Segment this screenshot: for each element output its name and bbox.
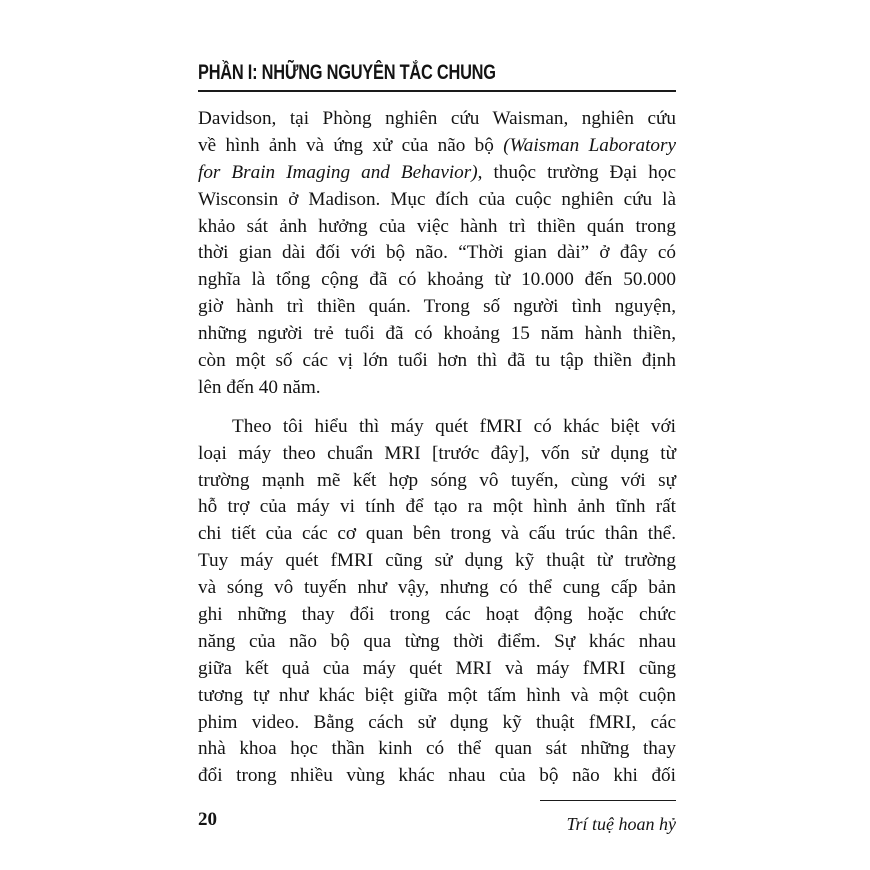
text-line: phim video. Bằng cách sử dụng kỹ thuật fMRI, các — [198, 711, 676, 733]
text-line: và sóng vô tuyến như vậy, nhưng có thể cung cấp bản — [198, 577, 676, 599]
footer-rule — [540, 800, 676, 801]
page-number: 20 — [198, 809, 217, 830]
text-line: giữa kết quả của máy quét MRI và máy fMRI cũng — [198, 657, 676, 679]
text-line: nhà khoa học thần kinh có thể quan sát những thay — [198, 738, 676, 760]
book-title: Trí tuệ hoan hỷ — [566, 814, 676, 834]
header-rule — [198, 90, 676, 92]
text-line: những người trẻ tuổi đã có khoảng 15 năm hành thiền, — [198, 323, 676, 345]
running-header — [198, 60, 676, 86]
text-line: lên đến 40 năm. — [198, 376, 321, 398]
text-line: ghi những thay đổi trong các hoạt động hoặc chức — [198, 604, 676, 626]
text-line: còn một số các vị lớn tuổi hơn thì đã tu tập thiền định — [198, 350, 676, 372]
text-line — [198, 160, 676, 187]
text-line: tương tự như khác biệt giữa một tấm hình và một cuộn — [198, 684, 676, 706]
text-line: Davidson, tại Phòng nghiên cứu Waisman, nghiên cứu — [198, 108, 676, 129]
text-line: Tuy máy quét fMRI cũng sử dụng kỹ thuật từ trường — [198, 550, 676, 572]
text-line: khảo sát ảnh hưởng của việc hành trì thiền quán trong — [198, 215, 676, 237]
text-line: nghĩa là tổng cộng đã có khoảng từ 10.000 đến 50.000 — [198, 269, 676, 291]
lab-name-italic: for Brain Imaging and Behavior) — [198, 161, 478, 183]
text-line: Wisconsin ở Madison. Mục đích của cuộc nghiên cứu là — [198, 188, 676, 210]
text-line: đổi trong nhiều vùng khác nhau của bộ não khi đối — [198, 765, 676, 787]
section-title: PHẦN I: NHỮNG NGUYÊN TẮC CHUNG — [198, 61, 496, 84]
text-run: , thuộc trường Đại học — [477, 161, 676, 183]
text-run: về hình ảnh và ứng xử của não bộ — [198, 134, 504, 156]
text-line: năng của não bộ qua từng thời điểm. Sự khác nhau — [198, 630, 676, 652]
text-line: giờ hành trì thiền quán. Trong số người tình nguyện, — [198, 296, 676, 318]
text-line: thời gian dài đối với bộ não. “Thời gian dài” ở đây có — [198, 242, 676, 264]
text-line: chi tiết của các cơ quan bên trong và cấu trúc thân thể. — [198, 523, 676, 545]
text-line: Theo tôi hiểu thì máy quét fMRI có khác biệt với — [232, 415, 676, 437]
text-line: hỗ trợ của máy vi tính để tạo ra một hình ảnh tĩnh rất — [198, 496, 676, 518]
text-line — [198, 133, 676, 160]
paragraph-2 — [198, 414, 676, 790]
paragraph-gap — [198, 402, 676, 414]
text-line: loại máy theo chuẩn MRI [trước đây], vốn sử dụng từ — [198, 442, 676, 464]
text-line: trường mạnh mẽ kết hợp sóng vô tuyến, cùng với sự — [198, 469, 676, 491]
lab-name-italic: (Waisman Laboratory — [503, 134, 676, 156]
body-text — [198, 106, 676, 790]
paragraph-1 — [198, 106, 676, 402]
